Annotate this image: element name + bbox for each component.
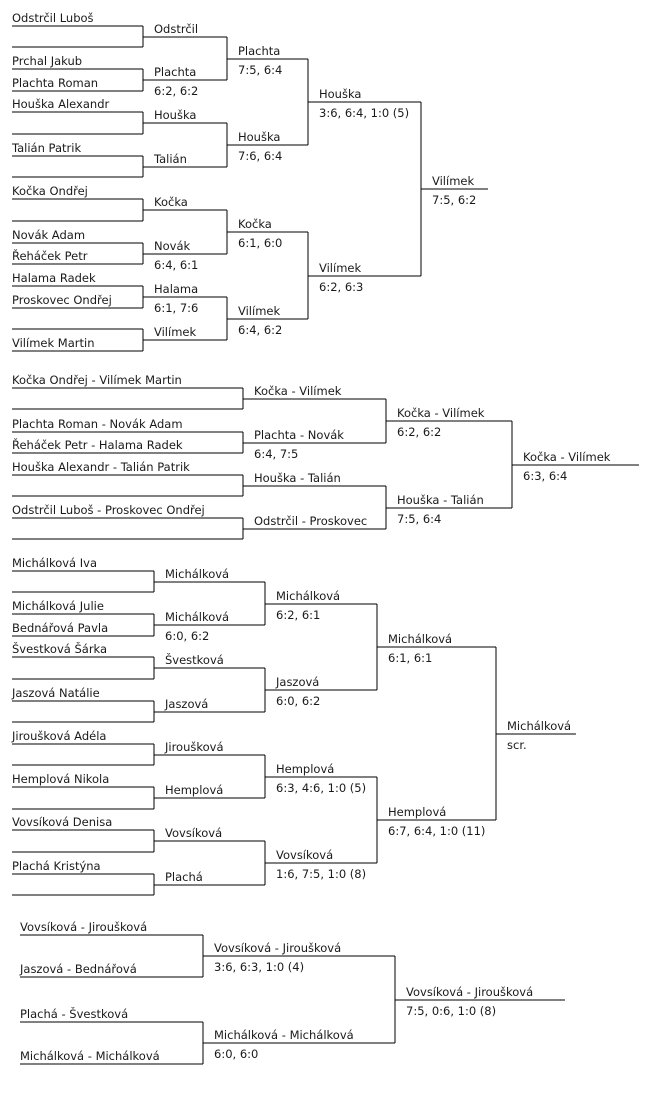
match-score: 6:2, 6:1 bbox=[276, 608, 321, 622]
player-name: Řeháček Petr - Halama Radek bbox=[12, 438, 183, 452]
player-name: Odstrčil Luboš bbox=[12, 11, 94, 25]
match-winner: Vilímek bbox=[238, 304, 281, 318]
match-winner: Jaszová bbox=[276, 675, 320, 689]
player-name: Talián Patrik bbox=[12, 141, 82, 155]
match-winner: Odstrčil - Proskovec bbox=[254, 514, 368, 528]
match-winner: Houška bbox=[154, 108, 197, 122]
match-score: 6:1, 7:6 bbox=[154, 301, 199, 315]
match-winner: Vovsíková - Jiroušková bbox=[214, 941, 342, 955]
match-winner: Houška - Talián bbox=[254, 471, 341, 485]
match-score: 7:5, 6:2 bbox=[432, 193, 477, 207]
player-name: Michálková Julie bbox=[12, 599, 104, 613]
match-score: 3:6, 6:3, 1:0 (4) bbox=[214, 960, 305, 974]
match-winner: Vovsíková bbox=[276, 848, 334, 862]
player-name: Plachá - Švestková bbox=[20, 1007, 129, 1021]
match-winner: Vilímek bbox=[154, 325, 197, 339]
player-name: Prchal Jakub bbox=[12, 54, 83, 68]
match-winner: Novák bbox=[154, 239, 191, 253]
match-winner: Hemplová bbox=[165, 783, 224, 797]
player-name: Novák Adam bbox=[12, 228, 86, 242]
player-name: Vovsíková Denisa bbox=[12, 815, 113, 829]
match-score: 6:2, 6:3 bbox=[319, 280, 364, 294]
match-score: 3:6, 6:4, 1:0 (5) bbox=[319, 106, 410, 120]
match-winner: Kočka - Vilímek bbox=[397, 406, 485, 420]
match-winner: Plachá bbox=[165, 870, 203, 884]
match-winner: Vilímek bbox=[319, 261, 362, 275]
match-winner: Kočka bbox=[238, 217, 272, 231]
match-winner: Michálková bbox=[388, 632, 453, 646]
match-score: 6:7, 6:4, 1:0 (11) bbox=[388, 824, 486, 838]
match-score: 7:6, 6:4 bbox=[238, 149, 283, 163]
player-name: Michálková - Michálková bbox=[20, 1049, 160, 1063]
player-name: Plachá Kristýna bbox=[12, 859, 101, 873]
match-score: 7:5, 6:4 bbox=[397, 512, 442, 526]
match-score: 7:5, 6:4 bbox=[238, 63, 283, 77]
match-winner: Hemplová bbox=[276, 762, 335, 776]
match-winner: Plachta bbox=[154, 65, 197, 79]
match-winner: Talián bbox=[154, 152, 187, 166]
player-name: Švestková Šárka bbox=[12, 642, 108, 656]
player-name: Halama Radek bbox=[12, 271, 96, 285]
match-winner: Michálková - Michálková bbox=[214, 1028, 354, 1042]
player-name: Michálková Iva bbox=[12, 556, 98, 570]
match-winner: Michálková bbox=[507, 719, 572, 733]
match-score: 6:1, 6:0 bbox=[238, 236, 283, 250]
match-score: 6:2, 6:2 bbox=[397, 425, 442, 439]
match-winner: Odstrčil bbox=[154, 22, 199, 36]
player-name: Kočka Ondřej bbox=[12, 184, 88, 198]
player-name: Jiroušková Adéla bbox=[12, 729, 107, 743]
player-name: Houška Alexandr bbox=[12, 97, 110, 111]
match-winner: Jaszová bbox=[165, 697, 209, 711]
match-winner: Jiroušková bbox=[165, 740, 224, 754]
match-winner: Michálková bbox=[165, 610, 230, 624]
match-winner: Kočka bbox=[154, 195, 188, 209]
match-winner: Michálková bbox=[276, 589, 341, 603]
match-winner: Halama bbox=[154, 282, 199, 296]
player-name: Proskovec Ondřej bbox=[12, 293, 112, 307]
match-score: 6:2, 6:2 bbox=[154, 84, 199, 98]
match-winner: Vovsíková - Jiroušková bbox=[406, 985, 534, 999]
player-name: Plachta Roman - Novák Adam bbox=[12, 417, 183, 431]
match-winner: Švestková bbox=[165, 653, 224, 667]
match-winner: Houška - Talián bbox=[397, 493, 484, 507]
match-score: 7:5, 0:6, 1:0 (8) bbox=[406, 1004, 497, 1018]
match-winner: Plachta - Novák bbox=[254, 428, 344, 442]
match-score: 6:4, 7:5 bbox=[254, 447, 299, 461]
match-winner: Plachta bbox=[238, 44, 281, 58]
match-winner: Kočka - Vilímek bbox=[254, 384, 342, 398]
match-score: 6:1, 6:1 bbox=[388, 651, 433, 665]
match-score: 6:3, 4:6, 1:0 (5) bbox=[276, 781, 367, 795]
player-name: Řeháček Petr bbox=[12, 249, 88, 263]
player-name: Houška Alexandr - Talián Patrik bbox=[12, 460, 190, 474]
match-score: scr. bbox=[507, 738, 527, 752]
match-winner: Vilímek bbox=[432, 174, 475, 188]
match-winner: Houška bbox=[238, 130, 281, 144]
player-name: Hemplová Nikola bbox=[12, 772, 110, 786]
match-score: 1:6, 7:5, 1:0 (8) bbox=[276, 867, 367, 881]
match-score: 6:4, 6:1 bbox=[154, 258, 199, 272]
match-winner: Vovsíková bbox=[165, 826, 223, 840]
player-name: Jaszová Natálie bbox=[12, 686, 100, 700]
match-winner: Kočka - Vilímek bbox=[523, 450, 611, 464]
match-winner: Hemplová bbox=[388, 805, 447, 819]
player-name: Odstrčil Luboš - Proskovec Ondřej bbox=[12, 503, 205, 517]
match-winner: Houška bbox=[319, 87, 362, 101]
match-winner: Michálková bbox=[165, 567, 230, 581]
player-name: Kočka Ondřej - Vilímek Martin bbox=[12, 373, 182, 387]
player-name: Vovsíková - Jiroušková bbox=[20, 920, 148, 934]
match-score: 6:4, 6:2 bbox=[238, 323, 283, 337]
player-name: Bednářová Pavla bbox=[12, 621, 109, 635]
player-name: Vilímek Martin bbox=[12, 336, 95, 350]
match-score: 6:0, 6:2 bbox=[165, 629, 210, 643]
match-score: 6:3, 6:4 bbox=[523, 469, 568, 483]
player-name: Plachta Roman bbox=[12, 76, 99, 90]
player-name: Jaszová - Bednářová bbox=[20, 962, 137, 976]
match-score: 6:0, 6:0 bbox=[214, 1047, 259, 1061]
match-score: 6:0, 6:2 bbox=[276, 694, 321, 708]
